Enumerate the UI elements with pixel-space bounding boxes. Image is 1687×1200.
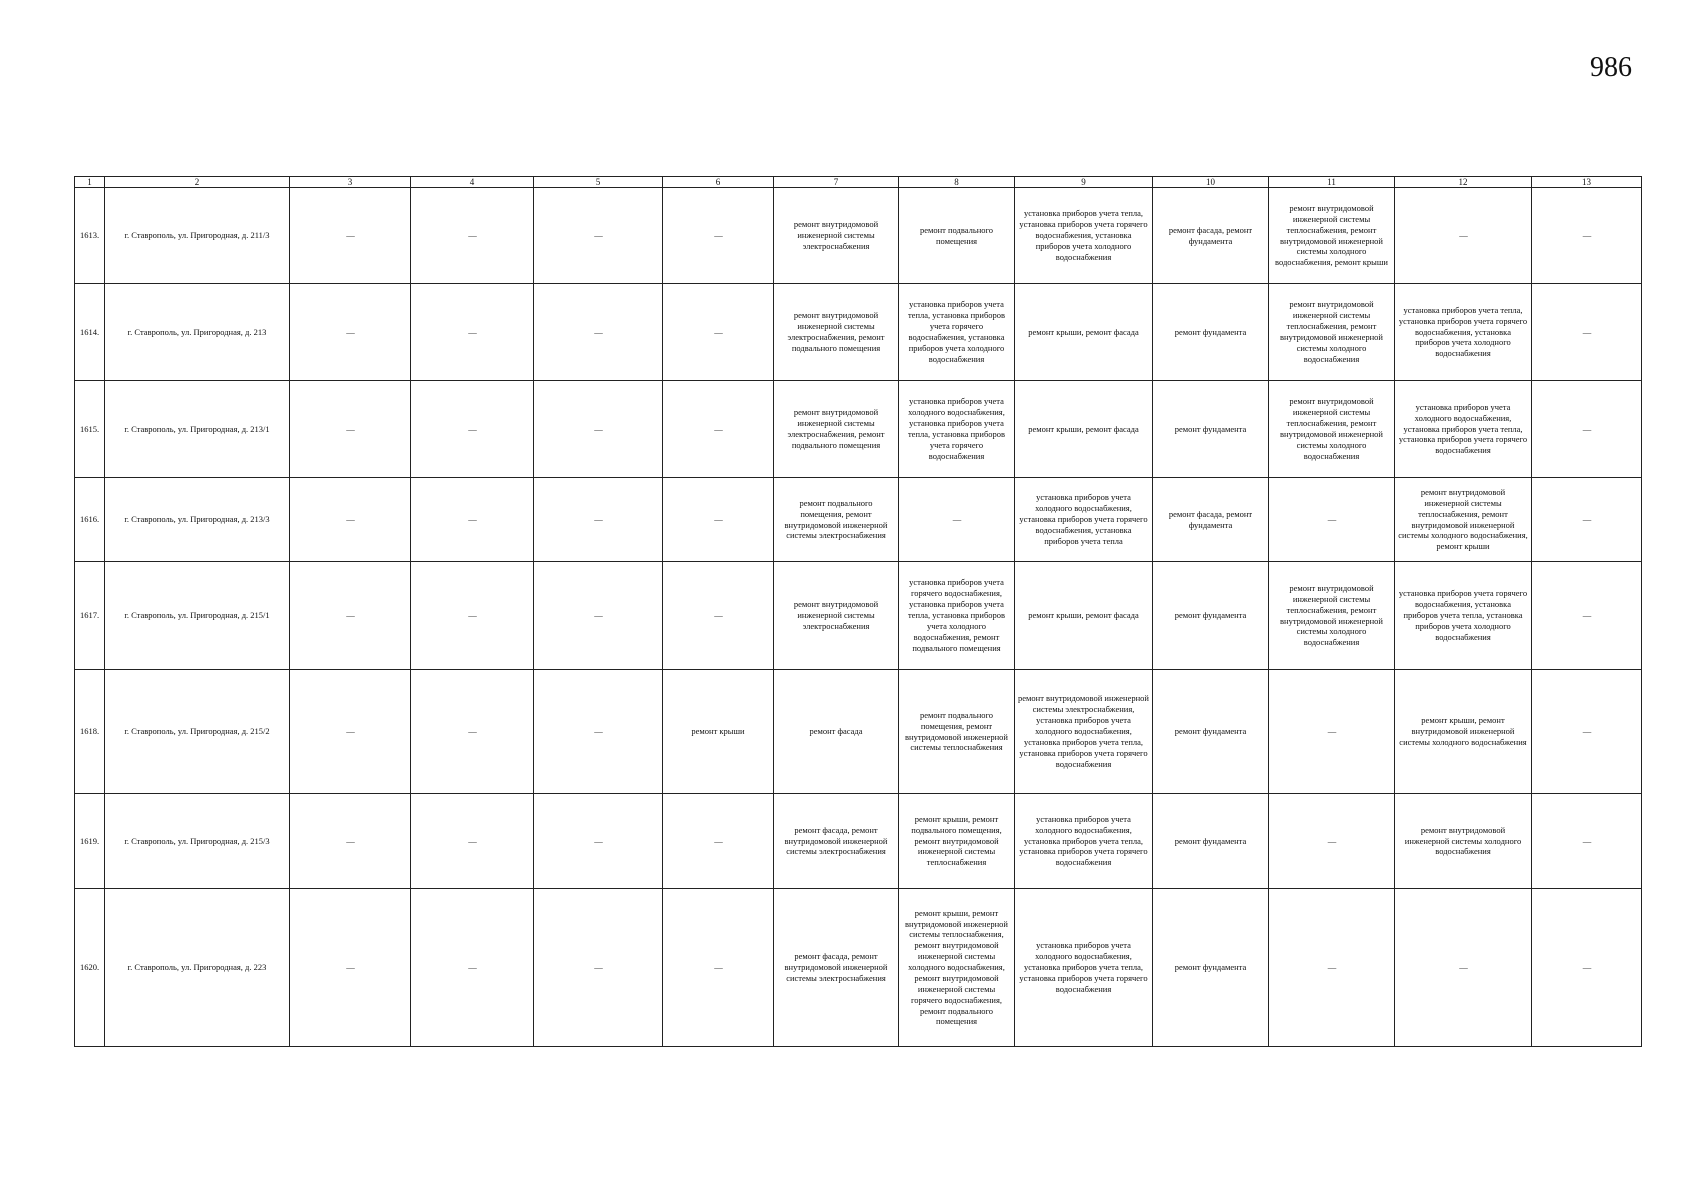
column-number: 12 [1395,177,1532,188]
cell-c3: — [290,889,411,1047]
cell-c4: — [411,562,534,670]
cell-c12: установка приборов учета тепла, установка приборов учета горячего водоснабжения, установка приборов учета холодного водоснабжения [1395,284,1532,381]
cell-c3: — [290,478,411,562]
cell-c7: ремонт внутридомовой инженерной системы электроснабжения, ремонт подвального помещения [774,284,899,381]
cell-c9: ремонт внутридомовой инженерной системы электроснабжения, установка приборов учета холодного водоснабжения, установка приборов учета тепла, установка приборов учета горячего водоснабжения [1015,670,1153,794]
cell-c8: установка приборов учета горячего водоснабжения, установка приборов учета тепла, установка приборов учета холодного водоснабжения, ремонт подвального помещения [899,562,1015,670]
cell-c13: — [1532,381,1642,478]
column-number-row [75,177,1642,188]
cell-c10: ремонт фундамента [1153,889,1269,1047]
cell-c7: ремонт внутридомовой инженерной системы электроснабжения [774,562,899,670]
column-number: 11 [1269,177,1395,188]
cell-c11: — [1269,794,1395,889]
cell-c10: ремонт фасада, ремонт фундамента [1153,478,1269,562]
cell-c8: — [899,478,1015,562]
cell-c6: — [663,284,774,381]
cell-c13: — [1532,188,1642,284]
page-number: 986 [1590,52,1632,83]
cell-c12: — [1395,188,1532,284]
cell-c6: ремонт крыши [663,670,774,794]
cell-c10: ремонт фундамента [1153,794,1269,889]
address-cell: г. Ставрополь, ул. Пригородная, д. 223 [105,889,290,1047]
cell-c3: — [290,670,411,794]
cell-c11: ремонт внутридомовой инженерной системы теплоснабжения, ремонт внутридомовой инженерной системы холодного водоснабжения [1269,562,1395,670]
cell-c5: — [534,670,663,794]
cell-c11: — [1269,889,1395,1047]
cell-c6: — [663,478,774,562]
table-row [75,284,1642,381]
cell-c12: — [1395,889,1532,1047]
column-number: 10 [1153,177,1269,188]
table-row [75,562,1642,670]
cell-c10: ремонт фундамента [1153,284,1269,381]
cell-c4: — [411,889,534,1047]
table-row [75,188,1642,284]
column-number: 13 [1532,177,1642,188]
address-cell: г. Ставрополь, ул. Пригородная, д. 213/1 [105,381,290,478]
table-row [75,670,1642,794]
cell-c3: — [290,284,411,381]
table-row [75,889,1642,1047]
cell-c11: ремонт внутридомовой инженерной системы теплоснабжения, ремонт внутридомовой инженерной системы холодного водоснабжения [1269,284,1395,381]
cell-c9: ремонт крыши, ремонт фасада [1015,381,1153,478]
cell-c3: — [290,188,411,284]
cell-c5: — [534,889,663,1047]
address-cell: г. Ставрополь, ул. Пригородная, д. 213 [105,284,290,381]
cell-c3: — [290,562,411,670]
cell-c8: установка приборов учета холодного водоснабжения, установка приборов учета тепла, установка приборов учета горячего водоснабжения [899,381,1015,478]
table-row [75,794,1642,889]
cell-c9: ремонт крыши, ремонт фасада [1015,284,1153,381]
cell-c9: ремонт крыши, ремонт фасада [1015,562,1153,670]
cell-c10: ремонт фундамента [1153,381,1269,478]
row-number: 1618. [75,670,105,794]
cell-c8: ремонт крыши, ремонт подвального помещения, ремонт внутридомовой инженерной системы теплоснабжения [899,794,1015,889]
column-number: 7 [774,177,899,188]
address-cell: г. Ставрополь, ул. Пригородная, д. 215/2 [105,670,290,794]
cell-c9: установка приборов учета тепла, установка приборов учета горячего водоснабжения, установка приборов учета холодного водоснабжения [1015,188,1153,284]
cell-c11: ремонт внутридомовой инженерной системы теплоснабжения, ремонт внутридомовой инженерной системы холодного водоснабжения [1269,381,1395,478]
cell-c8: ремонт крыши, ремонт внутридомовой инженерной системы теплоснабжения, ремонт внутридомовой инженерной системы холодного водоснабжения, ремонт внутридомовой инженерной системы горячего водоснабжения, ремонт подвального помещения [899,889,1015,1047]
cell-c5: — [534,562,663,670]
cell-c10: ремонт фасада, ремонт фундамента [1153,188,1269,284]
cell-c12: ремонт внутридомовой инженерной системы холодного водоснабжения [1395,794,1532,889]
cell-c6: — [663,562,774,670]
cell-c12: ремонт внутридомовой инженерной системы теплоснабжения, ремонт внутридомовой инженерной системы холодного водоснабжения, ремонт крыши [1395,478,1532,562]
row-number: 1617. [75,562,105,670]
cell-c7: ремонт подвального помещения, ремонт внутридомовой инженерной системы электроснабжения [774,478,899,562]
cell-c4: — [411,794,534,889]
cell-c12: ремонт крыши, ремонт внутридомовой инженерной системы холодного водоснабжения [1395,670,1532,794]
row-number: 1613. [75,188,105,284]
cell-c4: — [411,670,534,794]
cell-c13: — [1532,889,1642,1047]
cell-c6: — [663,889,774,1047]
cell-c7: ремонт внутридомовой инженерной системы электроснабжения [774,188,899,284]
cell-c7: ремонт фасада, ремонт внутридомовой инженерной системы электроснабжения [774,794,899,889]
cell-c11: — [1269,670,1395,794]
row-number: 1620. [75,889,105,1047]
cell-c4: — [411,284,534,381]
cell-c4: — [411,381,534,478]
row-number: 1615. [75,381,105,478]
address-cell: г. Ставрополь, ул. Пригородная, д. 215/1 [105,562,290,670]
cell-c4: — [411,478,534,562]
row-number: 1616. [75,478,105,562]
cell-c4: — [411,188,534,284]
column-number: 5 [534,177,663,188]
cell-c6: — [663,188,774,284]
cell-c5: — [534,188,663,284]
table-row [75,381,1642,478]
cell-c5: — [534,478,663,562]
cell-c12: установка приборов учета горячего водоснабжения, установка приборов учета тепла, установка приборов учета холодного водоснабжения [1395,562,1532,670]
cell-c13: — [1532,794,1642,889]
cell-c10: ремонт фундамента [1153,562,1269,670]
cell-c12: установка приборов учета холодного водоснабжения, установка приборов учета тепла, установка приборов учета горячего водоснабжения [1395,381,1532,478]
cell-c9: установка приборов учета холодного водоснабжения, установка приборов учета тепла, установка приборов учета горячего водоснабжения [1015,794,1153,889]
cell-c8: установка приборов учета тепла, установка приборов учета горячего водоснабжения, установка приборов учета холодного водоснабжения [899,284,1015,381]
cell-c13: — [1532,478,1642,562]
cell-c7: ремонт фасада, ремонт внутридомовой инженерной системы электроснабжения [774,889,899,1047]
cell-c8: ремонт подвального помещения, ремонт внутридомовой инженерной системы теплоснабжения [899,670,1015,794]
row-number: 1614. [75,284,105,381]
column-number: 9 [1015,177,1153,188]
cell-c3: — [290,381,411,478]
cell-c5: — [534,284,663,381]
cell-c6: — [663,794,774,889]
cell-c9: установка приборов учета холодного водоснабжения, установка приборов учета горячего водоснабжения, установка приборов учета тепла [1015,478,1153,562]
cell-c5: — [534,381,663,478]
column-number: 8 [899,177,1015,188]
cell-c3: — [290,794,411,889]
cell-c7: ремонт внутридомовой инженерной системы электроснабжения, ремонт подвального помещения [774,381,899,478]
column-number: 4 [411,177,534,188]
address-cell: г. Ставрополь, ул. Пригородная, д. 211/3 [105,188,290,284]
cell-c11: — [1269,478,1395,562]
cell-c13: — [1532,670,1642,794]
column-number: 6 [663,177,774,188]
cell-c8: ремонт подвального помещения [899,188,1015,284]
address-cell: г. Ставрополь, ул. Пригородная, д. 213/3 [105,478,290,562]
column-number: 2 [105,177,290,188]
cell-c10: ремонт фундамента [1153,670,1269,794]
column-number: 3 [290,177,411,188]
cell-c13: — [1532,562,1642,670]
address-cell: г. Ставрополь, ул. Пригородная, д. 215/3 [105,794,290,889]
cell-c11: ремонт внутридомовой инженерной системы теплоснабжения, ремонт внутридомовой инженерной системы холодного водоснабжения, ремонт крыши [1269,188,1395,284]
table-row [75,478,1642,562]
cell-c9: установка приборов учета холодного водоснабжения, установка приборов учета тепла, установка приборов учета горячего водоснабжения [1015,889,1153,1047]
repair-schedule-table [74,176,1642,1047]
cell-c6: — [663,381,774,478]
cell-c7: ремонт фасада [774,670,899,794]
cell-c13: — [1532,284,1642,381]
column-number: 1 [75,177,105,188]
row-number: 1619. [75,794,105,889]
cell-c5: — [534,794,663,889]
